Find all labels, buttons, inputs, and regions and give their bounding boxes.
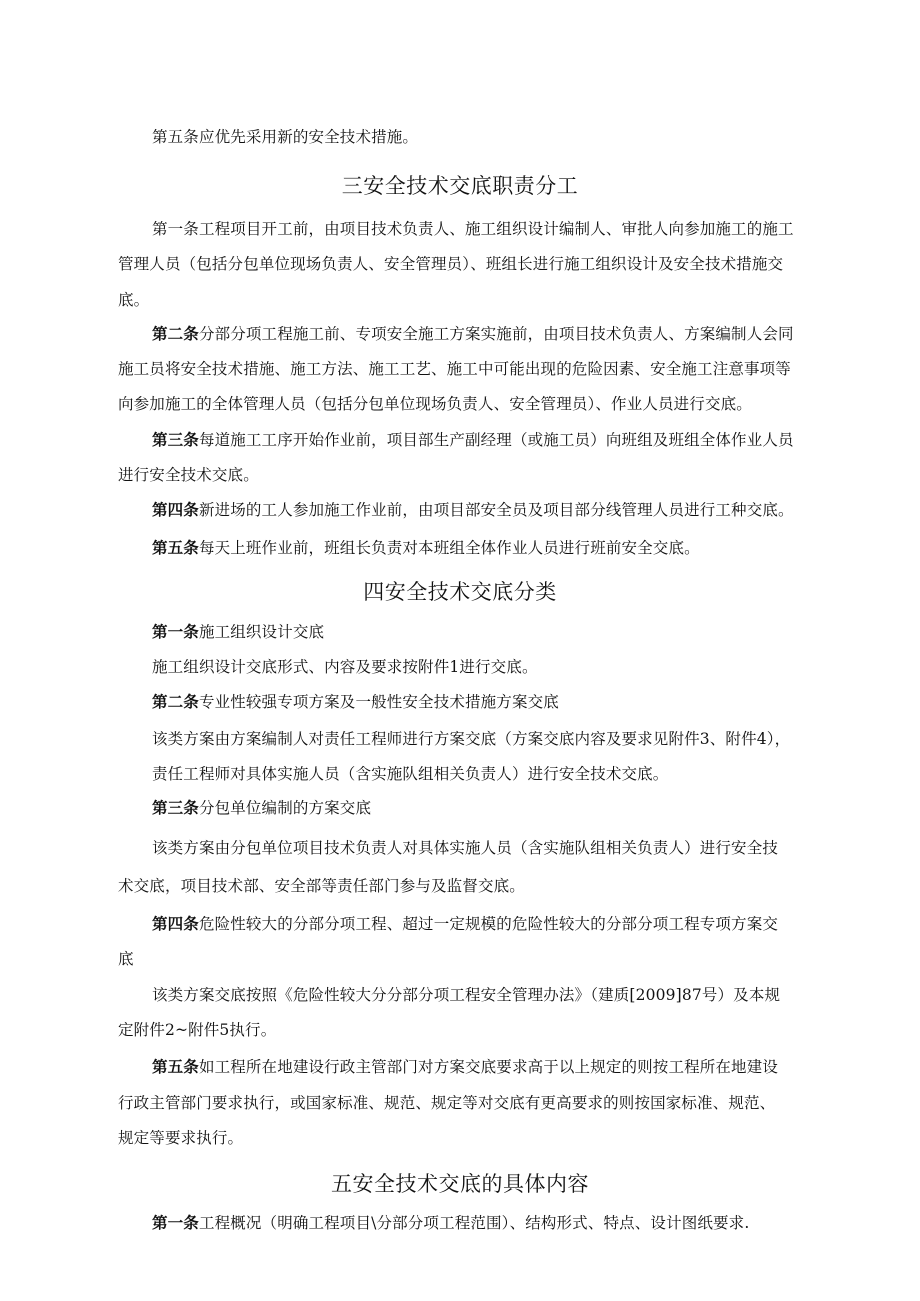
paragraph-text: 管理人员（包括分包单位现场负责人、安全管理员）、班组长进行施工组织设计及安全技术措施交 — [118, 255, 784, 273]
paragraph-line — [152, 219, 852, 239]
article-label: 第四条 — [152, 915, 199, 933]
paragraph-text: 第五条应优先采用新的安全技术措施。 — [152, 128, 419, 146]
paragraph-line — [152, 430, 852, 450]
paragraph-text: 行政主管部门要求执行，或国家标准、规范、规定等对交底有更高要求的则按国家标准、规范、 — [118, 1094, 776, 1112]
paragraph-text: 责任工程师对具体实施人员（含实施队组相关负责人）进行安全技术交底。 — [152, 765, 669, 783]
section-heading: 三安全技术交底职责分工 — [341, 174, 579, 198]
paragraph-text: 如工程所在地建设行政主管部门对方案交底要求高于以上规定的则按工程所在地建设 — [198, 1058, 779, 1076]
paragraph-line — [152, 324, 852, 344]
paragraph-line — [118, 1020, 854, 1040]
paragraph-text: 分包单位编制的方案交底 — [198, 799, 372, 817]
paragraph-line — [152, 1057, 852, 1077]
article-label: 第四条 — [152, 501, 199, 519]
paragraph-line — [118, 290, 854, 310]
paragraph-text: 该类方案交底按照《危险性较大分分部分项工程安全管理办法》（建质[2009]87号）及本规 — [152, 986, 781, 1004]
paragraph-text: 底。 — [118, 291, 150, 309]
paragraph-text: 每天上班作业前，班组长负责对本班组全体作业人员进行班前安全交底。 — [198, 539, 700, 557]
paragraph-text: 底 — [118, 950, 134, 968]
paragraph-line — [152, 838, 852, 858]
paragraph-text: 工程概况（明确工程项目\分部分项工程范围）、结构形式、特点、设计图纸要求. — [198, 1214, 750, 1232]
article-label: 第一条 — [152, 623, 199, 641]
paragraph-line — [152, 798, 852, 818]
paragraph-text: 新进场的工人参加施工作业前，由项目部安全员及项目部分线管理人员进行工种交底。 — [198, 501, 794, 519]
paragraph-text: 施工组织设计交底 — [198, 623, 325, 641]
paragraph-line — [152, 657, 852, 677]
paragraph-line — [152, 692, 852, 712]
article-label: 第一条 — [152, 1214, 199, 1232]
paragraph-text: 施工员将安全技术措施、施工方法、施工工艺、施工中可能出现的危险因素、安全施工注意事项等 — [118, 360, 791, 378]
paragraph-line — [152, 914, 852, 934]
paragraph-text: 施工组织设计交底形式、内容及要求按附件1进行交底。 — [152, 658, 538, 676]
paragraph-line — [152, 729, 852, 749]
intro-paragraph — [152, 127, 852, 147]
paragraph-text: 该类方案由分包单位项目技术负责人对具体实施人员（含实施队组相关负责人）进行安全技 — [152, 839, 779, 857]
paragraph-line — [118, 1093, 854, 1113]
paragraph-text: 危险性较大的分部分项工程、超过一定规模的危险性较大的分部分项工程专项方案交 — [198, 915, 779, 933]
paragraph-line — [152, 500, 852, 520]
paragraph-text: 进行安全技术交底。 — [118, 466, 259, 484]
paragraph-text: 定附件2~附件5执行。 — [118, 1021, 277, 1039]
paragraph-line — [118, 394, 854, 414]
paragraph-line — [118, 359, 854, 379]
article-label: 第三条 — [152, 799, 199, 817]
paragraph-line — [152, 985, 852, 1005]
paragraph-line — [152, 1213, 852, 1233]
paragraph-text: 每道施工工序开始作业前，项目部生产副经理（或施工员）向班组及班组全体作业人员 — [198, 431, 794, 449]
article-label: 第三条 — [152, 431, 199, 449]
paragraph-line — [152, 764, 852, 784]
paragraph-text: 分部分项工程施工前、专项安全施工方案实施前，由项目技术负责人、方案编制人会同 — [198, 325, 794, 343]
section-heading: 四安全技术交底分类 — [363, 580, 557, 604]
paragraph-line — [152, 538, 852, 558]
paragraph-line — [152, 622, 852, 642]
paragraph-line — [118, 254, 854, 274]
article-label: 第五条 — [152, 539, 199, 557]
paragraph-line — [118, 1128, 854, 1148]
paragraph-text: 专业性较强专项方案及一般性安全技术措施方案交底 — [198, 693, 559, 711]
paragraph-text: 向参加施工的全体管理人员（包括分包单位现场负责人、安全管理员）、作业人员进行交底。 — [118, 395, 752, 413]
section-heading: 五安全技术交底的具体内容 — [331, 1172, 589, 1196]
paragraph-line — [118, 949, 854, 969]
paragraph-line — [118, 876, 854, 896]
article-label: 第二条 — [152, 325, 199, 343]
paragraph-line — [118, 465, 854, 485]
article-label: 第二条 — [152, 693, 199, 711]
paragraph-text: 第一条工程项目开工前，由项目技术负责人、施工组织设计编制人、审批人向参加施工的施工 — [152, 220, 794, 238]
paragraph-text: 术交底，项目技术部、安全部等责任部门参与及监督交底。 — [118, 877, 525, 895]
paragraph-text: 规定等要求执行。 — [118, 1129, 244, 1147]
article-label: 第五条 — [152, 1058, 199, 1076]
paragraph-text: 该类方案由方案编制人对责任工程师进行方案交底（方案交底内容及要求见附件3、附件4）， — [152, 730, 791, 748]
